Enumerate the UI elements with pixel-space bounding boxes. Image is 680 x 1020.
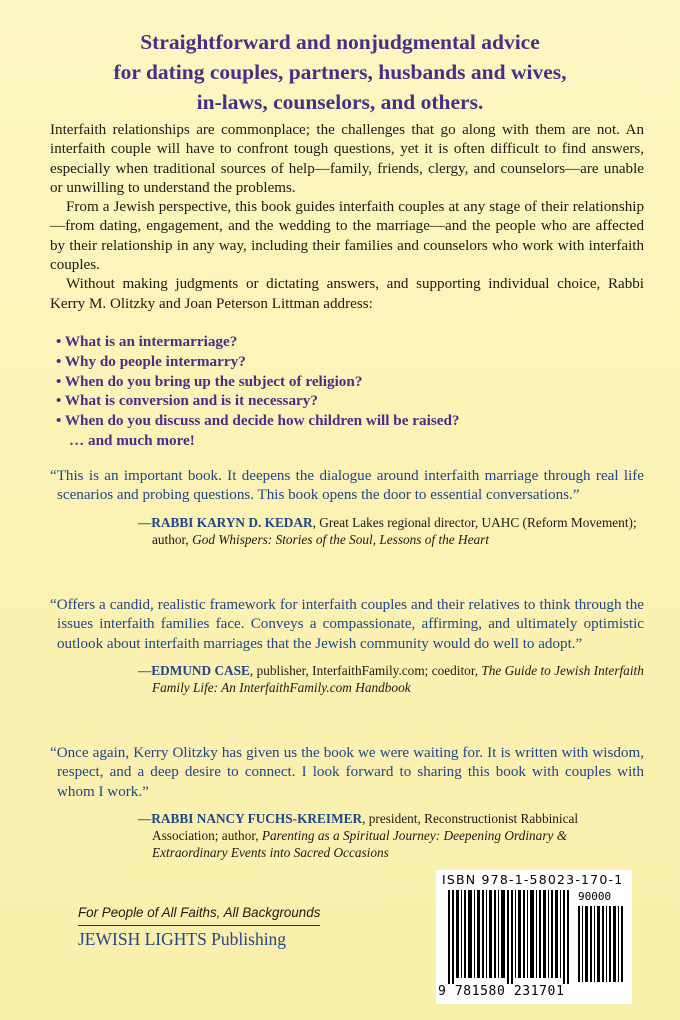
endorsement-quote: “Once again, Kerry Olitzky has given us the book we were waiting for. It is written with wisdom, respect, and a deep desire to connect. I look forward to sharing this book with couples with whom I work.” (50, 745, 644, 800)
addon-barcode-icon (578, 906, 626, 982)
endorsement-attribution (138, 662, 644, 696)
question-item: • Why do people intermarry? (56, 352, 246, 370)
ean-barcode-icon (446, 890, 574, 984)
price-code: 90000 (578, 890, 612, 903)
ean-digits: 9 781580 231701 (438, 984, 565, 999)
endorser-name: EDMUND CASE (151, 662, 250, 678)
endorsement-quote: “Offers a candid, realistic framework for interfaith couples and their relatives to think through the issues interfaith families face. Conveys a compassionate, affirming, and ultimately optimistic outlook about interfaith marriages that the Jewish community would do well to adopt.” (50, 597, 644, 652)
attribution-dash: — (138, 662, 152, 678)
endorsement-quote: “This is an important book. It deepens the dialogue around interfaith marriage through real life scenarios and probing questions. This book opens the door to essential conversations.” (50, 468, 644, 504)
endorsement-fuchs-kreimer (50, 744, 644, 861)
endorser-works: God Whispers: Stories of the Soul, Lessons of the Heart (192, 531, 490, 547)
endorser-role: , publisher, InterfaithFamily.com; coeditor, (249, 662, 482, 678)
intro-text (50, 121, 644, 314)
question-item: • What is conversion and is it necessary? (56, 392, 318, 410)
endorser-name: RABBI NANCY FUCHS-KREIMER (151, 810, 363, 826)
question-item: • What is an intermarriage? (56, 333, 238, 350)
and-much-more: … and much more! (69, 431, 195, 449)
endorser-role: , Great Lakes regional director, UAHC (Reform Movement); author, (152, 514, 637, 547)
intro-paragraph: Without making judgments or dictating answers, and supporting individual choice, Rabbi Kerry M. Olitzky and Joan Peterson Littman address: (50, 276, 644, 312)
isbn-label: ISBN 978-1-58023-170-1 (442, 872, 624, 887)
intro-paragraph: Interfaith relationships are commonplace; the challenges that go along with them are not. An interfaith couple will have to confront tough questions, yet it is often difficult to find answers, especially when traditional sources of help—family, friends, clergy, and counselors—are unable or unwilling to understand the problems. (50, 122, 644, 196)
intro-paragraph: From a Jewish perspective, this book guides interfaith couples at any stage of their relationship—from dating, engagement, and the wedding to the marriage—and the people who are affected by their relationship in any way, including their families and counselors who work with interfaith couples. (50, 199, 644, 274)
endorser-works: Parenting as a Spiritual Journey: Deepening Ordinary & Extraordinary Events into Sacred Occasions (152, 827, 568, 860)
attribution-dash: — (138, 810, 152, 826)
isbn-barcode (436, 870, 632, 1004)
question-list (56, 332, 636, 451)
endorsement-attribution (138, 810, 644, 861)
attribution-dash: — (138, 514, 152, 530)
headline-line: for dating couples, partners, husbands and wives, (113, 60, 567, 84)
publisher-tagline: For People of All Faiths, All Backgrounds (78, 905, 321, 920)
question-item: • When do you bring up the subject of religion? (56, 372, 363, 390)
endorser-name: RABBI KARYN D. KEDAR (151, 514, 313, 530)
publisher-logo-text: JEWISH LIGHTS Publishing (78, 929, 287, 949)
question-item: • When do you discuss and decide how children will be raised? (56, 412, 460, 430)
footer-divider (78, 925, 320, 926)
endorser-works: The Guide to Jewish Interfaith Family Life: An InterfaithFamily.com Handbook (152, 662, 644, 695)
back-cover-headline (60, 27, 620, 117)
endorsement-case (50, 596, 644, 696)
endorsement-attribution (138, 514, 644, 548)
endorsement-kedar (50, 467, 644, 548)
headline-line: in-laws, counselors, and others. (196, 90, 484, 114)
headline-line: Straightforward and nonjudgmental advice (140, 30, 540, 54)
endorser-role: , president, Reconstructionist Rabbinical Association; author, (152, 810, 579, 843)
